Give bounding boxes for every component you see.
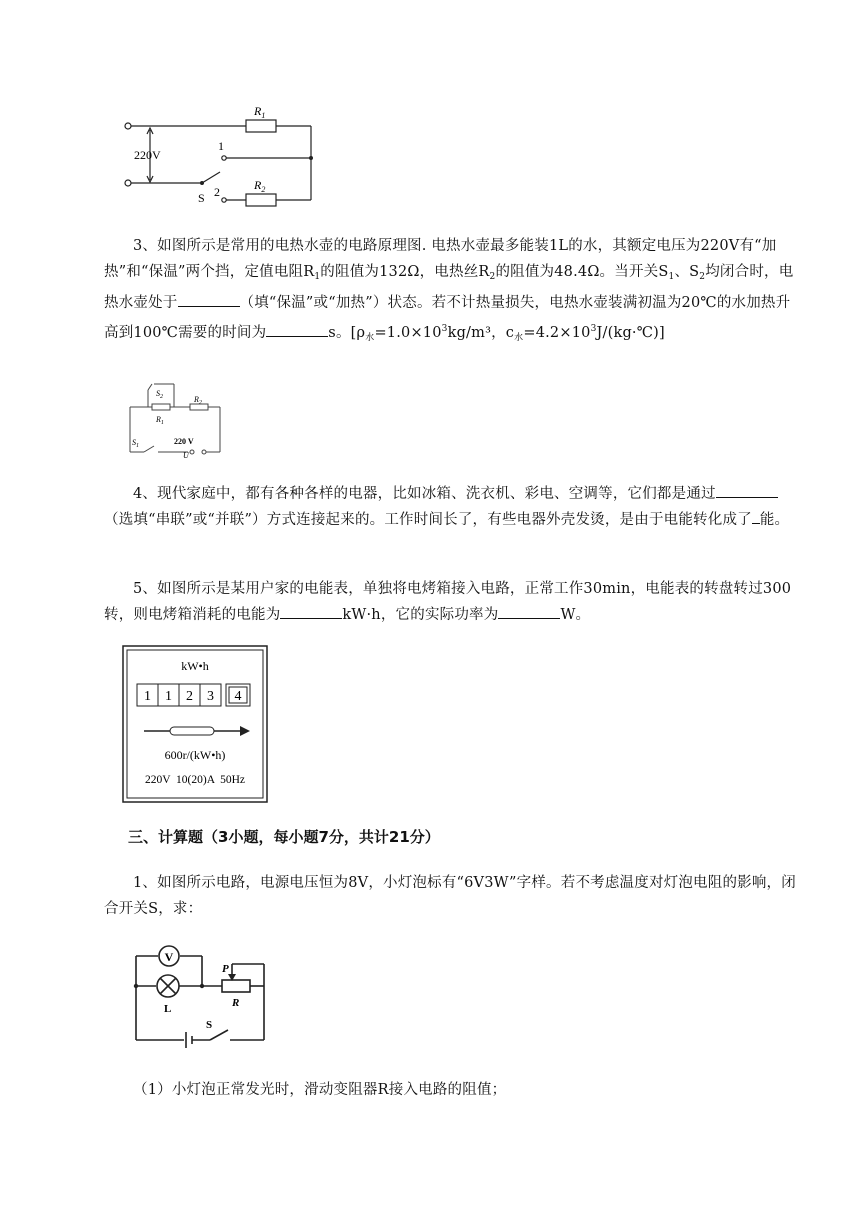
voltage-label: 220 V xyxy=(174,437,194,446)
slider-label: P xyxy=(222,963,229,975)
question-3: 3、如图所示是常用的电热水壶的电路原理图. 电热水壶最多能装1L的水，其额定电压为220V有“加热”和“保温”两个挡，定值电阻$R_1$的阻值为132Ω，电热丝$R_2$的阻值为48.4Ω。当开关$S_1$、$S_2$均闭合时，电热水壶处于 （填“保温”或“加热”）状态。若不计热量损失，电热水壶装满初温为20℃的水加热升高到100℃需要的时间为 s。[$\rho_水=1.0\times 10^3kg/m^3$，$c_水=4.2\times 10^3J/(kg\cdot℃)$] xyxy=(104,238,794,343)
voltage-label: 220V xyxy=(134,148,161,162)
answer-blank[interactable] xyxy=(178,292,240,307)
r1-label: $R_1$ xyxy=(156,415,164,426)
meter-rating: 220V 10(20)A 50Hz xyxy=(144,774,246,786)
answer-blank[interactable] xyxy=(498,604,560,619)
meter-digit: 1 xyxy=(165,689,172,704)
switch-label: S xyxy=(206,1019,213,1031)
switch-position-2: 2 xyxy=(214,185,220,199)
question-5: 5、如图所示是某用户家的电能表，单独将电烤箱接入电路，正常工作30min，电能表的转盘转过300转，则电烤箱消耗的电能为 kW·h，它的实际功率为 W。 xyxy=(104,581,792,623)
answer-blank[interactable] xyxy=(266,322,328,337)
u-label: U xyxy=(183,451,189,460)
circuit-diagram-1 xyxy=(118,100,328,208)
meter-constant: 600r/(kW•h) xyxy=(164,748,226,762)
switch-label: S xyxy=(198,191,205,205)
r2-label: $R_2$ xyxy=(194,395,202,406)
answer-blank[interactable] xyxy=(716,483,778,498)
meter-digit: 2 xyxy=(186,689,193,704)
answer-blank[interactable] xyxy=(752,509,760,524)
switch-position-1: 1 xyxy=(218,139,224,153)
calc-question-1: 1、如图所示电路，电源电压恒为8V，小灯泡标有“6V3W”字样。若不考虑温度对灯泡电阻的影响，闭合开关S，求： xyxy=(104,875,796,917)
section-title: 三、计算题（3小题，每小题7分，共计21分） xyxy=(128,828,440,846)
r1-label: $R_1$ xyxy=(254,104,266,120)
meter-digit-decimal: 4 xyxy=(234,689,242,704)
electricity-meter-figure xyxy=(122,645,268,803)
circuit-diagram-2 xyxy=(122,376,226,460)
meter-digit: 3 xyxy=(207,689,214,704)
rheostat-label: R xyxy=(232,997,240,1009)
r2-label: $R_2$ xyxy=(254,178,266,194)
meter-digit: 1 xyxy=(144,689,151,704)
lamp-label: L xyxy=(164,1003,172,1015)
s1-label: $S_1$ xyxy=(132,438,139,449)
calc-question-1-part-1: （1）小灯泡正常发光时，滑动变阻器R接入电路的阻值； xyxy=(133,1082,507,1098)
meter-unit: kW•h xyxy=(181,659,209,673)
voltmeter-label: V xyxy=(164,950,174,964)
answer-blank[interactable] xyxy=(280,604,342,619)
s2-label: $S_2$ xyxy=(156,389,163,400)
question-4: 4、现代家庭中，都有各种各样的电器，比如冰箱、洗衣机、彩电、空调等，它们都是通过（选填“串联”或“并联”）方式连接起来的。工作时间长了，有些电器外壳发烫，是由于电能转化成了 能。 xyxy=(104,481,804,533)
circuit-diagram-3 xyxy=(128,936,274,1052)
